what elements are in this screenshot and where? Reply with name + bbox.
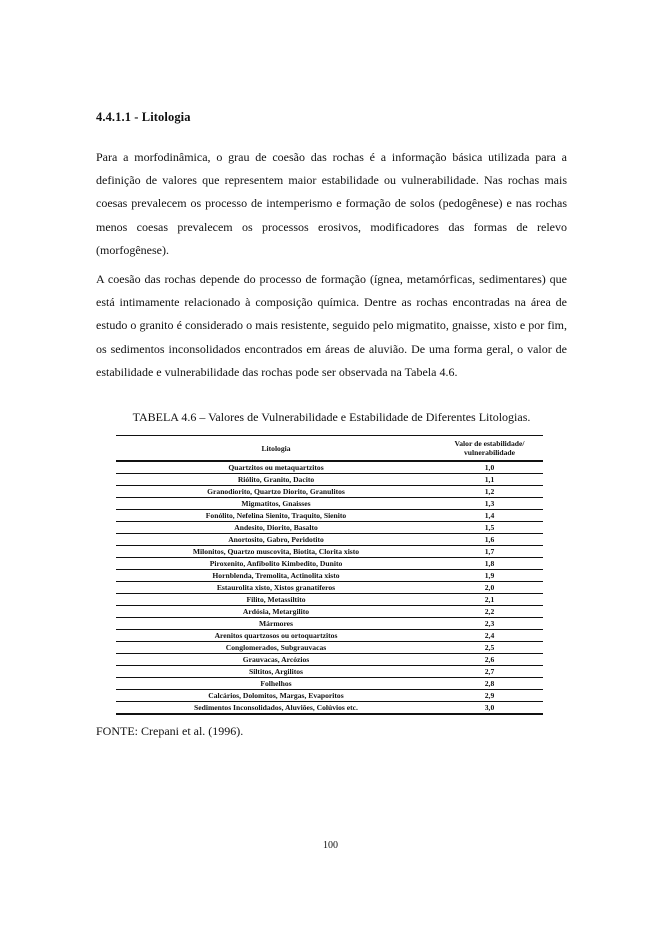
table-row (116, 690, 543, 702)
table-row (116, 594, 543, 606)
table-source: FONTE: Crepani et al. (1996). (96, 724, 244, 738)
value-cell: 3,0 (436, 702, 543, 715)
value-cell: 2,8 (436, 678, 543, 690)
value-cell: 1,7 (436, 546, 543, 558)
lithology-cell: Folhelhos (116, 678, 436, 690)
table-row (116, 630, 543, 642)
table-row (116, 606, 543, 618)
table-row (116, 678, 543, 690)
value-cell: 2,7 (436, 666, 543, 678)
value-cell: 2,5 (436, 642, 543, 654)
value-cell: 2,3 (436, 618, 543, 630)
table-row (116, 486, 543, 498)
value-cell: 2,2 (436, 606, 543, 618)
value-cell: 1,0 (436, 461, 543, 474)
lithology-cell: Siltitos, Argilitos (116, 666, 436, 678)
page-number: 100 (323, 840, 338, 851)
value-cell: 1,8 (436, 558, 543, 570)
value-cell: 1,1 (436, 474, 543, 486)
header-valor: Valor de estabilidade/ vulnerabilidade (436, 436, 543, 462)
lithology-cell: Quartzitos ou metaquartzitos (116, 461, 436, 474)
lithology-cell: Granodiorito, Quartzo Diorito, Granulitos (116, 486, 436, 498)
table-header-row (116, 436, 543, 462)
lithology-cell: Riólito, Granito, Dacito (116, 474, 436, 486)
value-cell: 1,4 (436, 510, 543, 522)
lithology-cell: Sedimentos Inconsolidados, Aluviões, Colúvios etc. (116, 702, 436, 715)
paragraph-2: A coesão das rochas depende do processo de formação (ígnea, metamórficas, sedimentares) que está intimamente relacionado à composição química. Dentre as rochas encontradas na área de estudo o granito é considerado o mais resistente, seguido pelo migmatito, gnaisse, xisto e por fim, os sedimentos inconsolidados encontrados em áreas de aluvião. De uma forma geral, o valor de estabilidade e vulnerabilidade das rochas pode ser observada na Tabela 4.6. (96, 272, 567, 379)
lithology-cell: Conglomerados, Subgrauvacas (116, 642, 436, 654)
lithology-cell: Fonólito, Nefelina Sienito, Traquito, Sienito (116, 510, 436, 522)
value-cell: 2,9 (436, 690, 543, 702)
table-row (116, 510, 543, 522)
table-row (116, 534, 543, 546)
lithology-cell: Milonitos, Quartzo muscovita, Biotita, Clorita xisto (116, 546, 436, 558)
paragraph-1: Para a morfodinâmica, o grau de coesão das rochas é a informação básica utilizada para a definição de valores que representem maior estabilidade ou vulnerabilidade. Nas rochas mais coesas prevalecem os processo de intemperismo e formação de solos (pedogênese) e nas rochas menos coesas prevalecem os processos erosivos, modificadores das formas de relevo (morfogênese). (96, 150, 567, 257)
lithology-cell: Piroxenito, Anfibolito Kimbedito, Dunito (116, 558, 436, 570)
table-row (116, 461, 543, 474)
table-row (116, 618, 543, 630)
lithology-cell: Andesito, Diorito, Basalto (116, 522, 436, 534)
table-row (116, 570, 543, 582)
value-cell: 1,5 (436, 522, 543, 534)
lithology-cell: Hornblenda, Tremolita, Actinolita xisto (116, 570, 436, 582)
lithology-cell: Grauvacas, Arcózios (116, 654, 436, 666)
value-cell: 1,3 (436, 498, 543, 510)
lithology-cell: Filito, Metassiltito (116, 594, 436, 606)
value-cell: 2,4 (436, 630, 543, 642)
lithology-table (116, 435, 543, 715)
table-row (116, 498, 543, 510)
table-row (116, 522, 543, 534)
value-cell: 1,9 (436, 570, 543, 582)
section-heading: 4.4.1.1 - Litologia (96, 110, 191, 124)
table-row (116, 558, 543, 570)
table-row (116, 654, 543, 666)
lithology-cell: Mármores (116, 618, 436, 630)
lithology-cell: Arenitos quartzosos ou ortoquartzitos (116, 630, 436, 642)
lithology-cell: Ardósia, Metargilito (116, 606, 436, 618)
lithology-cell: Calcários, Dolomitos, Margas, Evaporitos (116, 690, 436, 702)
table-row (116, 642, 543, 654)
table-body (116, 461, 543, 714)
table-row (116, 582, 543, 594)
table-row (116, 546, 543, 558)
value-cell: 1,6 (436, 534, 543, 546)
value-cell: 2,6 (436, 654, 543, 666)
table-caption: TABELA 4.6 – Valores de Vulnerabilidade e Estabilidade de Diferentes Litologias. (132, 410, 531, 424)
table-row (116, 666, 543, 678)
value-cell: 1,2 (436, 486, 543, 498)
lithology-cell: Anortosito, Gabro, Peridotito (116, 534, 436, 546)
lithology-cell: Estaurolita xisto, Xistos granatíferos (116, 582, 436, 594)
lithology-cell: Migmatitos, Gnaisses (116, 498, 436, 510)
header-litologia: Litologia (116, 436, 436, 462)
table-row (116, 702, 543, 715)
table-row (116, 474, 543, 486)
value-cell: 2,0 (436, 582, 543, 594)
value-cell: 2,1 (436, 594, 543, 606)
